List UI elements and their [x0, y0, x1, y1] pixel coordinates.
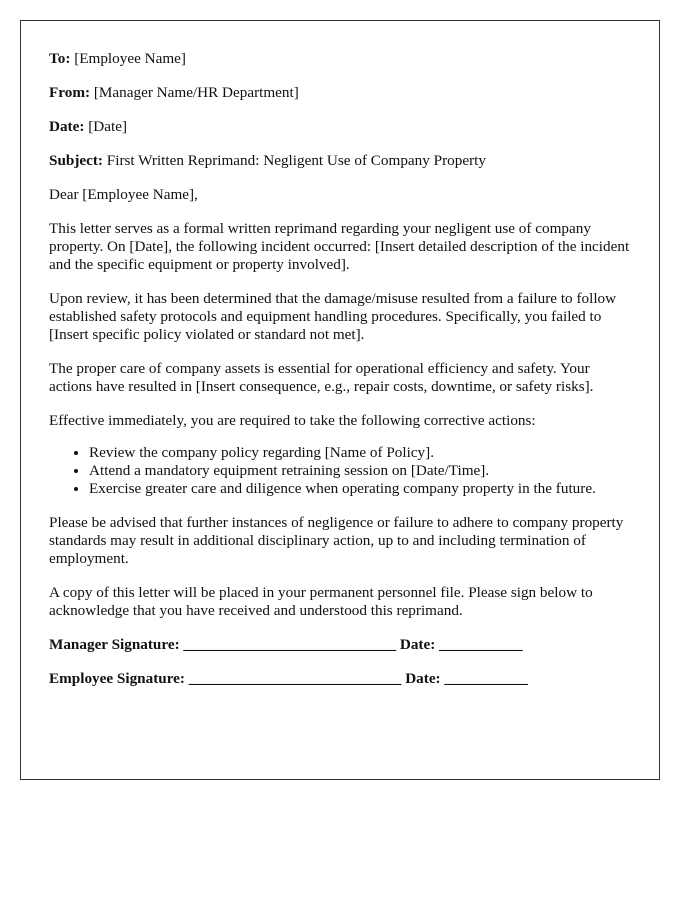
manager-signature-line: Manager Signature: ____________________________ Date: ___________ [49, 636, 523, 653]
to-line [49, 50, 631, 68]
subject-value: First Written Reprimand: Negligent Use of Company Property [106, 152, 486, 169]
corrective-actions-list [49, 444, 631, 498]
from-label: From: [49, 84, 91, 101]
paragraph-acknowledge: A copy of this letter will be placed in your permanent personnel file. Please sign below to acknowledge that you have received and understood this reprimand. [49, 584, 593, 619]
from-line [49, 84, 631, 102]
list-item: • Attend a mandatory equipment retraining session on [Date/Time]. [89, 462, 631, 480]
subject-label: Subject: [49, 152, 103, 169]
to-label: To: [49, 50, 71, 67]
employee-signature-line: Employee Signature: ____________________________ Date: ___________ [49, 670, 528, 687]
paragraph-review: Upon review, it has been determined that the damage/misuse resulted from a failure to follow established safety protocols and equipment handling procedures. Specifically, you failed to [Insert specific policy violated or standard not met]. [49, 290, 617, 343]
to-value: [Employee Name] [74, 50, 186, 67]
paragraph-incident: This letter serves as a formal written reprimand regarding your negligent use of company property. On [Date], the following incident occurred: [Insert detailed description of the incident and the specific equipment or property involved]. [49, 220, 630, 273]
date-value: [Date] [88, 118, 128, 135]
date-label: Date: [49, 118, 85, 135]
list-item: • Exercise greater care and diligence when operating company property in the future. [89, 480, 631, 498]
salutation: Dear [Employee Name], [49, 186, 198, 203]
paragraph-warning: Please be advised that further instances of negligence or failure to adhere to company property standards may result in additional disciplinary action, up to and including termination of employment. [49, 514, 624, 567]
date-line [49, 118, 631, 136]
paragraph-consequence: The proper care of company assets is essential for operational efficiency and safety. Your actions have resulted in [Insert consequence, e.g., repair costs, downtime, or safety risks]. [49, 360, 594, 395]
subject-line [49, 152, 631, 170]
from-value: [Manager Name/HR Department] [93, 84, 299, 101]
list-item: • Review the company policy regarding [Name of Policy]. [89, 444, 631, 462]
letter-page [20, 20, 660, 780]
paragraph-corrective-intro: Effective immediately, you are required to take the following corrective actions: [49, 412, 536, 429]
